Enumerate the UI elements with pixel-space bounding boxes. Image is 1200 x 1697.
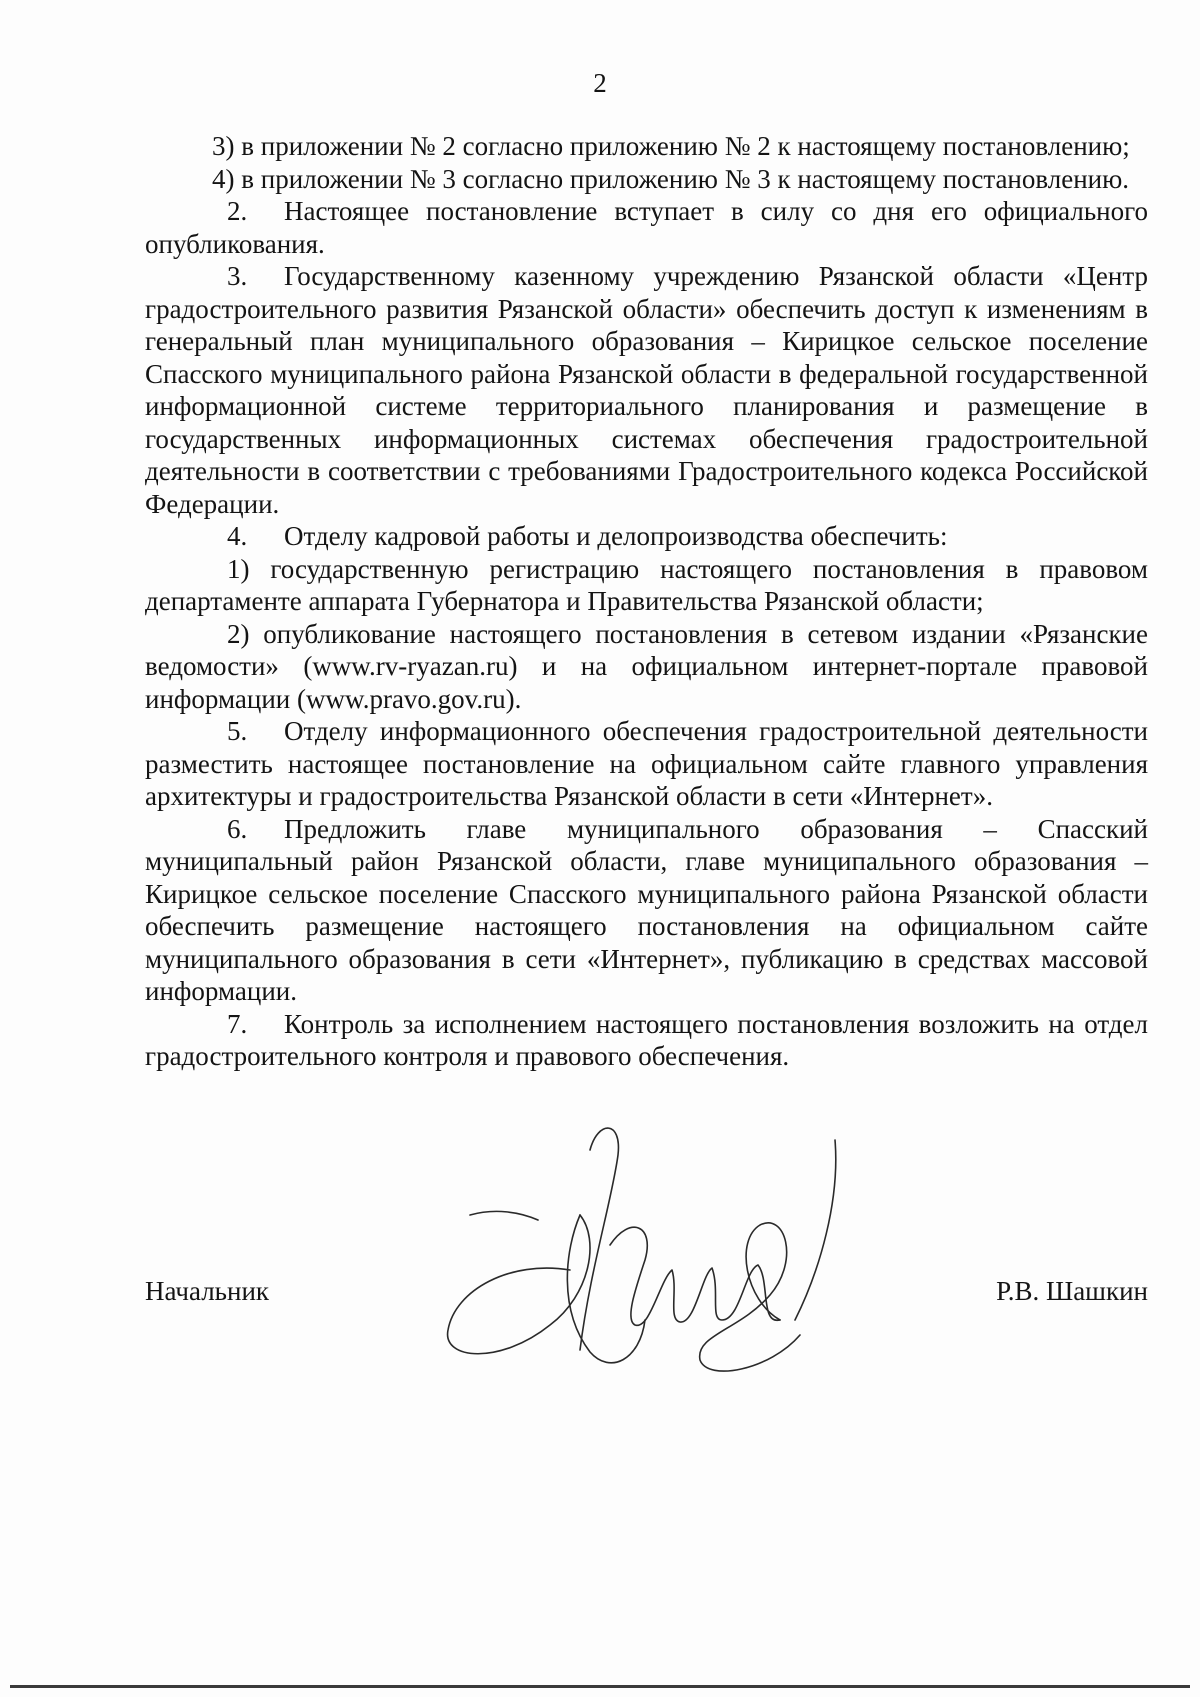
handwritten-signature	[440, 1120, 910, 1380]
page-number: 2	[593, 68, 607, 98]
list-item-3: 3) в приложении № 2 согласно приложению № 2 к настоящему постановлению;	[212, 131, 1130, 161]
paragraph-text: Отделу кадровой работы и делопроизводства обеспечить:	[284, 521, 948, 551]
paragraph-number: 3.	[227, 261, 248, 291]
paragraph-number: 4.	[227, 521, 248, 551]
paragraph-number: 7.	[227, 1008, 248, 1039]
scan-bottom-edge-line	[10, 1685, 1190, 1688]
paragraph-3	[145, 260, 1148, 520]
paragraph-text: Государственному казенному учреждению Рязанской области «Центр градостроительного развития Рязанской области» обеспечить доступ к изменениям в генеральный план муниципального образования – Кирицкое сельское поселение Спасского муниципального района Рязанской области в федеральной государственной информационной системе территориального планирования и размещение в государственных информационных системах обеспечения градостроительной деятельности в соответствии с требованиями Градостроительного кодекса Российской Федерации.	[145, 261, 1148, 519]
paragraph-text: Предложить главе муниципального образования – Спасский муниципальный район Рязанской области, главе муниципального образования – Кирицкое сельское поселение Спасского муниципального района Рязанской области обеспечить размещение настоящего постановления на официальном сайте муниципального образования в сети «Интернет», публикацию в средствах массовой информации.	[145, 813, 1148, 1006]
paragraph-7	[145, 1008, 1148, 1073]
paragraph-text: Отделу информационного обеспечения градостроительной деятельности разместить настоящее постановление на официальном сайте главного управления архитектуры и градостроительства Рязанской области в сети «Интернет».	[145, 716, 1148, 811]
document-body	[145, 130, 1148, 1073]
list-item-4: 4) в приложении № 3 согласно приложению № 3 к настоящему постановлению.	[212, 163, 1130, 194]
signer-name: Р.В. Шашкин	[996, 1276, 1148, 1306]
paragraph-number: 2.	[227, 196, 248, 226]
paragraph-4	[145, 520, 1148, 553]
paragraph-5	[145, 715, 1148, 813]
paragraph-6	[145, 813, 1148, 1008]
signer-position: Начальник	[145, 1276, 270, 1306]
sub-item-1: 1) государственную регистрацию настоящего постановления в правовом департаменте аппарата Губернатора и Правительства Рязанской области;	[145, 553, 1148, 616]
paragraph-text: Контроль за исполнением настоящего постановления возложить на отдел градостроительного контроля и правового обеспечения.	[145, 1008, 1148, 1071]
sub-item-2: 2) опубликование настоящего постановления в сетевом издании «Рязанские ведомости» (www.rv-ryazan.ru) и на официальном интернет-портале правовой информации (www.pravo.gov.ru).	[145, 618, 1148, 714]
paragraph-number: 5.	[227, 716, 248, 746]
paragraph-text: Настоящее постановление вступает в силу со дня его официального опубликования.	[145, 196, 1148, 259]
paragraph-number: 6.	[227, 813, 248, 844]
paragraph-2	[145, 195, 1148, 260]
signature-block	[145, 1274, 1148, 1314]
